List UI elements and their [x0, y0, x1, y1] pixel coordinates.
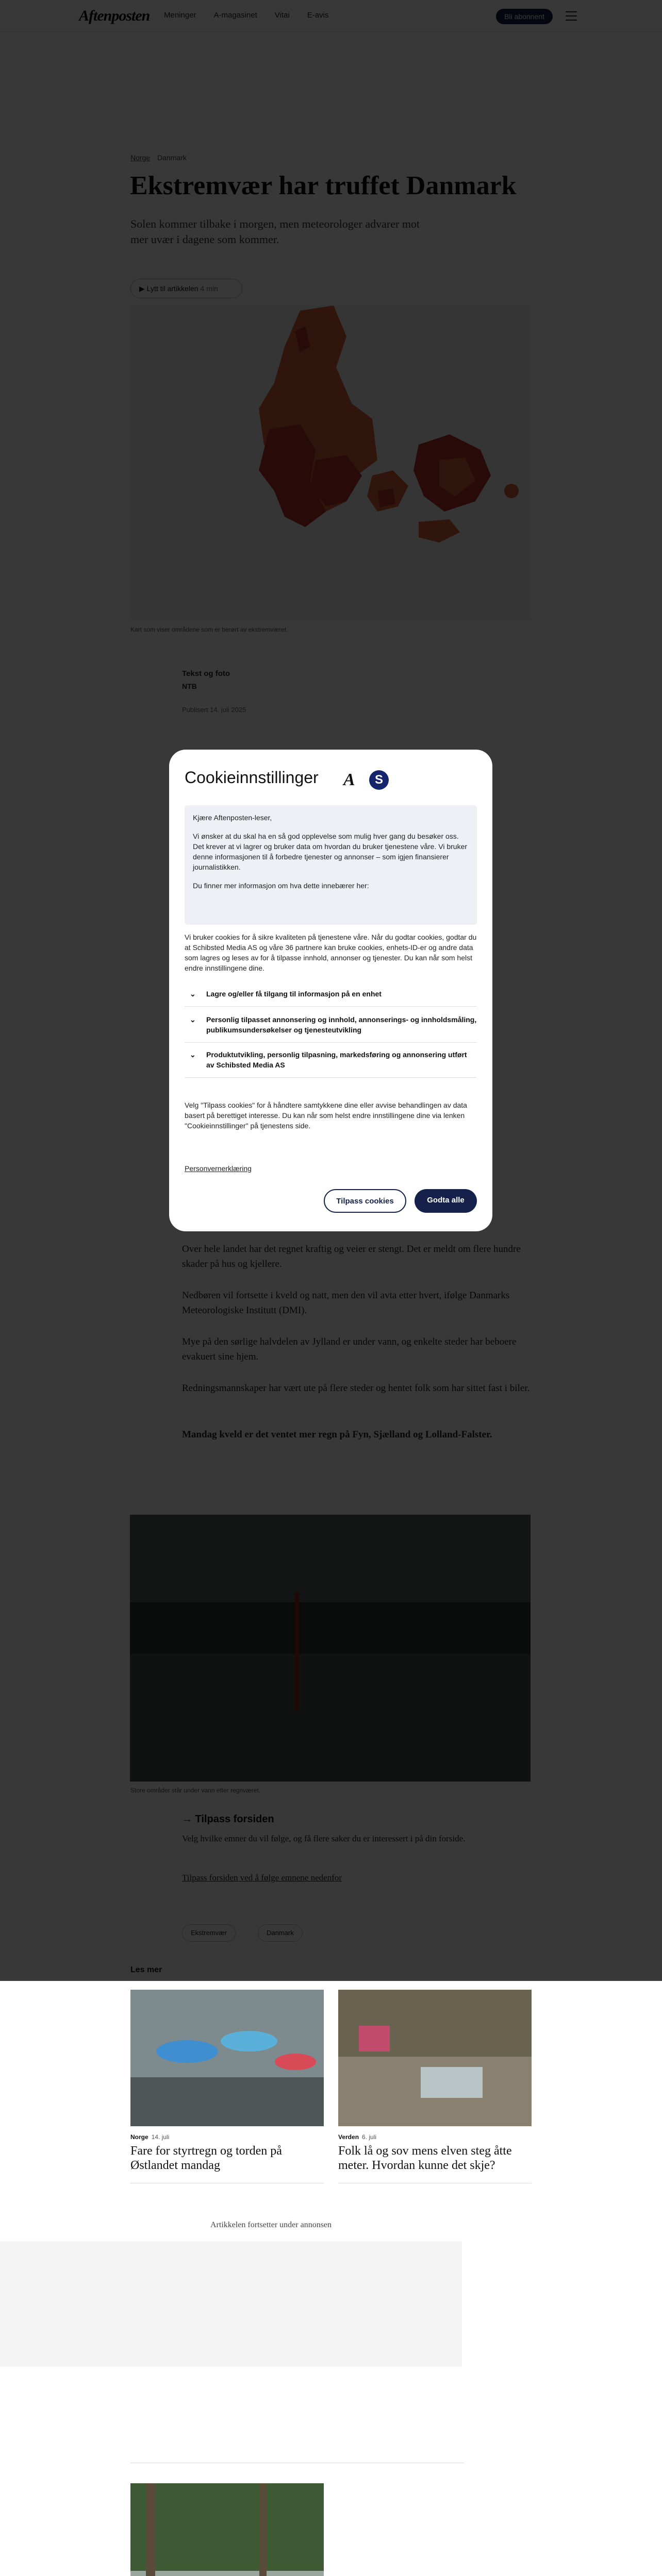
- card-image: [338, 1990, 532, 2126]
- purpose-item[interactable]: [185, 1042, 477, 1078]
- schibsted-brand-icon: S: [369, 770, 389, 790]
- cookie-modal-title: Cookieinnstillinger: [185, 768, 319, 787]
- cookie-intro-more: Du finner mer informasjon om hva dette innebærer her:: [193, 882, 369, 890]
- chevron-down-icon: ⌄: [190, 990, 196, 998]
- cookie-intro-greeting: Kjære Aftenposten-leser,: [193, 814, 272, 822]
- article-card[interactable]: [338, 1990, 532, 2183]
- ad-notice: Artikkelen fortsetter under annonsen: [210, 2221, 332, 2229]
- ad-slot: [0, 2241, 462, 2367]
- card-image: [130, 2483, 324, 2576]
- purpose-label: Produktutvikling, personlig tilpasning, markedsføring og annonsering utført av Schibsted Media AS: [206, 1050, 467, 1069]
- cookie-intro-body: Vi ønsker at du skal ha en så god opplevelse som mulig hver gang du besøker oss. Det krever at vi lagrer og bruker data om hvordan du bruker tjenestene våre. Vi bruker denne informasjonen til å forbedre tjenester og annonser – som igjen finansierer journalistikken.: [193, 832, 468, 871]
- cookie-adjust-text: Velg "Tilpass cookies" for å håndtere samtykkene dine eller avvise behandlingen av data basert på berettiget interesse. Du kan når som helst endre innstillingene dine via lenken "Cookieinnstillinger" på tjenestens side.: [185, 1101, 467, 1130]
- chevron-down-icon: ⌄: [190, 1050, 196, 1059]
- cookie-intro: [185, 805, 477, 925]
- chevron-down-icon: ⌄: [190, 1015, 196, 1024]
- card-time: 6. juli: [362, 2133, 377, 2141]
- card-title[interactable]: Fare for styrtregn og torden på Østlandet mandag: [130, 2144, 282, 2172]
- article-card[interactable]: [130, 2483, 324, 2576]
- card-time: 14. juli: [151, 2133, 170, 2141]
- purpose-item[interactable]: [185, 981, 477, 1007]
- privacy-policy-link[interactable]: Personvernerklæring: [185, 1164, 252, 1173]
- article-card[interactable]: [130, 1990, 324, 2183]
- card-image: [130, 1990, 324, 2126]
- card-section: Norge: [130, 2133, 148, 2141]
- adjust-cookies-button[interactable]: Tilpass cookies: [324, 1189, 406, 1213]
- card-section: Verden: [338, 2133, 359, 2141]
- accept-all-button[interactable]: Godta alle: [415, 1189, 477, 1213]
- aftenposten-brand-icon: A: [343, 770, 355, 789]
- purpose-label: Personlig tilpasset annonsering og innhold, annonserings- og innholdsmåling, publikumsundersøkelser og tjenesteutvikling: [206, 1015, 477, 1034]
- cookie-consent-text: Vi bruker cookies for å sikre kvaliteten på tjenestene våre. Når du godtar cookies, godtar du at Schibsted Media AS og våre 36 partnere kan bruke cookies, enhets-ID-er og andre data som lagres og leses av for å tilpasse innhold, annonser og tjenester. Du kan når som helst endre innstillingene dine.: [185, 933, 477, 972]
- purpose-label: Lagre og/eller få tilgang til informasjon på en enhet: [206, 990, 382, 998]
- purpose-item[interactable]: [185, 1007, 477, 1043]
- cookie-modal: [169, 750, 492, 1231]
- card-title[interactable]: Folk lå og sov mens elven steg åtte meter. Hvordan kunne det skje?: [338, 2144, 512, 2172]
